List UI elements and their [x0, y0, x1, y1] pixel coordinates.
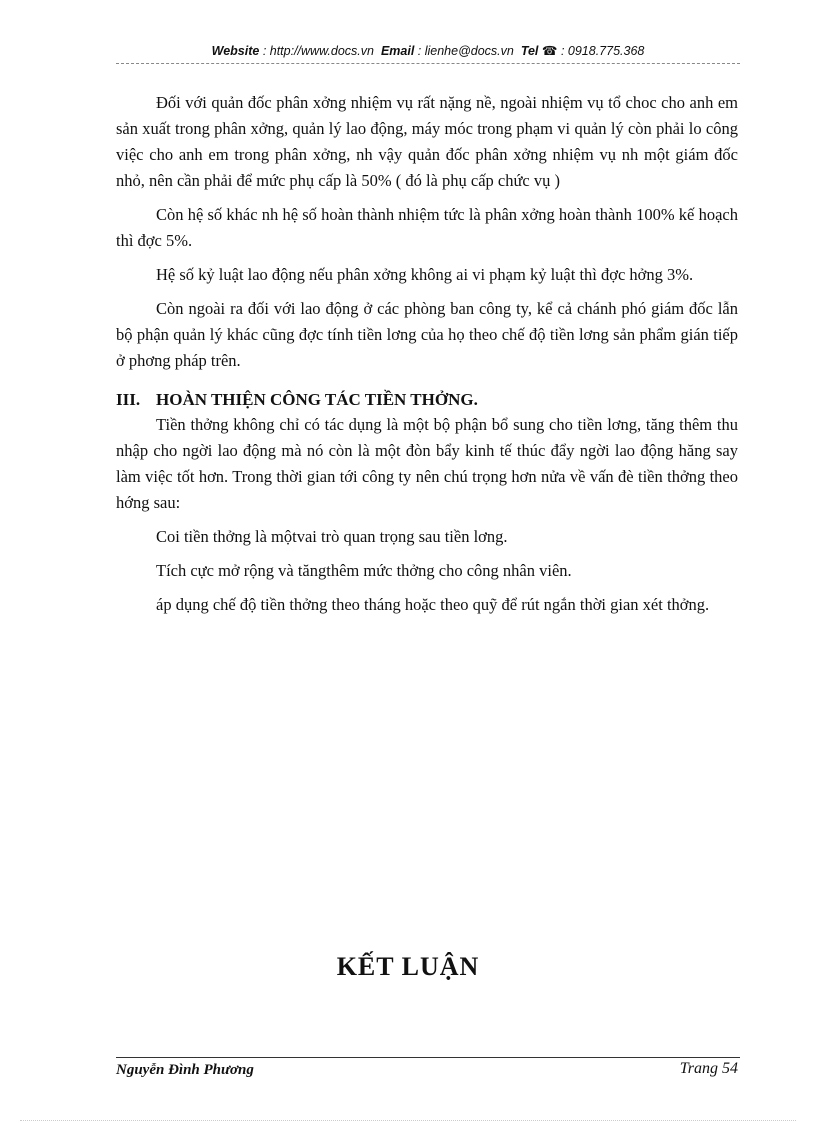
email-label: Email — [380, 44, 415, 58]
paragraph: Đối với quản đốc phân xởng nhiệm vụ rất nặng nề, ngoài nhiệm vụ tổ choc cho anh em sản xuất trong phân xởng, quản lý lao động, máy móc trong phạm vi quản lý còn phải lo công việc cho anh em trong phân xởng, nh vậy quản đốc phân xởng nhiệm vụ nh một giám đốc nhỏ, nên cần phải để mức phụ cấp là 50% ( đó là phụ cấp chức vụ ) — [116, 93, 738, 190]
bottom-divider — [20, 1120, 796, 1121]
website-label: Website — [211, 44, 260, 58]
footer-divider — [116, 1057, 740, 1058]
section-number: III. — [116, 390, 141, 409]
paragraph: Tích cực mở rộng và tăngthêm mức thởng cho công nhân viên. — [156, 561, 572, 580]
paragraph: Coi tiền thởng là mộtvai trò quan trọng sau tiền lơng. — [156, 527, 508, 546]
section-heading — [116, 388, 738, 412]
email-value: : lienhe@docs.vn — [417, 44, 514, 58]
conclusion-title: KẾT LUẬN — [336, 952, 480, 981]
website-value: : http://www.docs.vn — [262, 44, 374, 58]
section-title: HOÀN THIỆN CÔNG TÁC TIỀN THỞNG. — [156, 390, 478, 409]
tel-label: Tel — [520, 44, 539, 58]
document-body — [116, 90, 738, 626]
footer-author: Nguyễn Đình Phương — [116, 1062, 254, 1078]
page-header — [116, 43, 740, 62]
page-number: Trang 54 — [679, 1060, 738, 1077]
paragraph: Tiền thởng không chỉ có tác dụng là một bộ phận bổ sung cho tiền lơng, tăng thêm thu nhập cho ngời lao động mà nó còn là một đòn bẩy kinh tế thúc đẩy ngời lao động hăng say làm việc tốt hơn. Trong thời gian tới công ty nên chú trọng hơn nửa về vấn đè tiền thởng theo hớng sau: — [116, 415, 738, 512]
paragraph: áp dụng chế độ tiền thởng theo tháng hoặc theo quỹ để rút ngắn thời gian xét thởng. — [156, 595, 710, 614]
tel-value: ☎ : 0918.775.368 — [541, 44, 645, 58]
header-divider — [116, 63, 740, 64]
paragraph: Hệ số kỷ luật lao động nếu phân xởng không ai vi phạm kỷ luật thì đợc hởng 3%. — [156, 265, 694, 284]
paragraph: Còn hệ số khác nh hệ số hoàn thành nhiệm tức là phân xởng hoàn thành 100% kế hoạch thì đợc 5%. — [116, 205, 738, 250]
paragraph: Còn ngoài ra đối với lao động ở các phòng ban công ty, kể cả chánh phó giám đốc lẫn bộ phận quản lý khác cũng đợc tính tiền lơng của họ theo chế độ tiền lơng sản phẩm gián tiếp ở phơng pháp trên. — [116, 299, 738, 370]
